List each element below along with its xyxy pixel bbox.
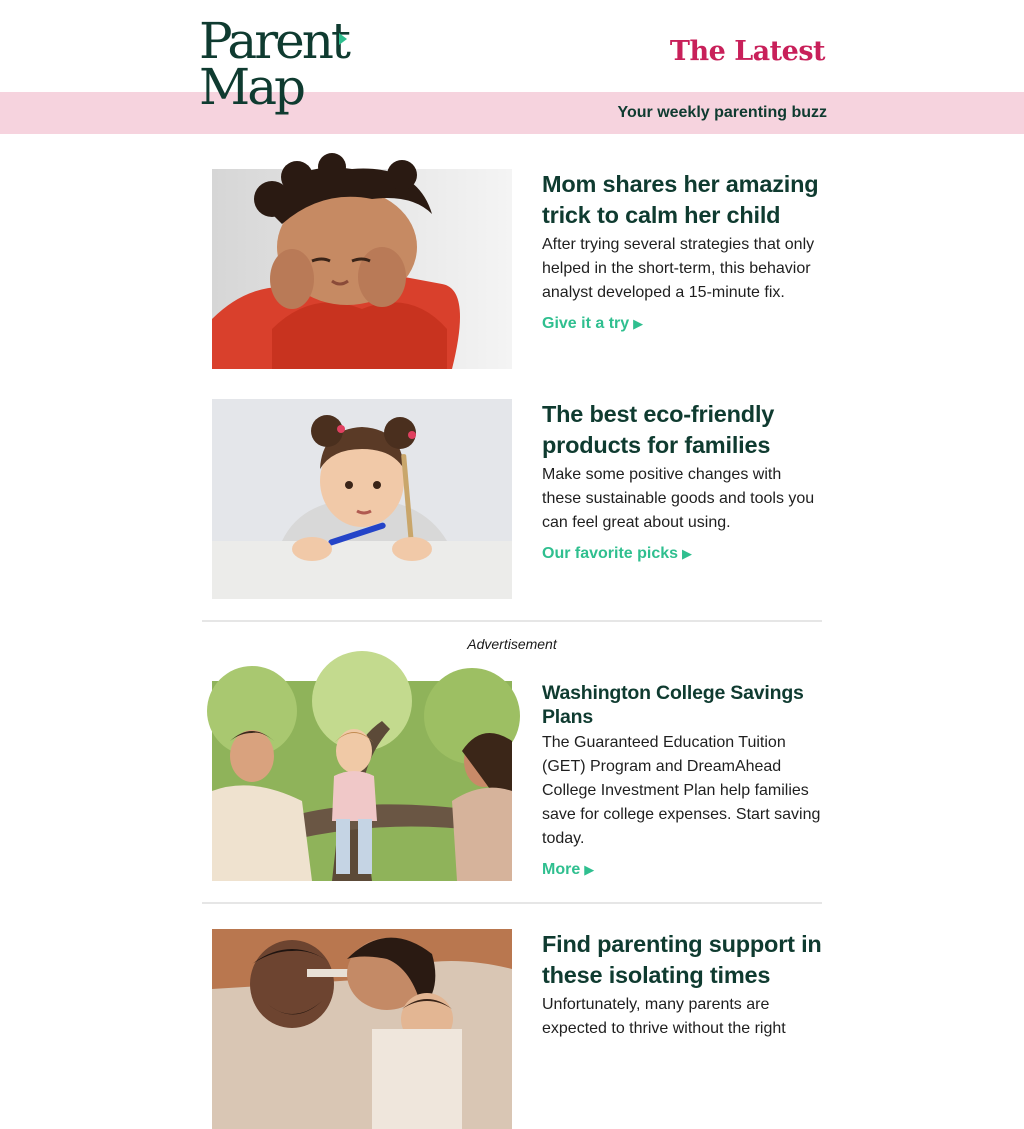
advertisement-label: Advertisement	[467, 636, 557, 652]
article-image[interactable]	[212, 929, 512, 1129]
section-title: The Latest	[669, 36, 825, 67]
logo-play-icon	[339, 33, 347, 45]
logo-text-map: Map	[199, 58, 304, 116]
divider	[202, 902, 822, 904]
article-description: Make some positive changes with these sustainable goods and tools you can feel great about using.	[542, 466, 815, 531]
ad-text	[542, 681, 824, 879]
triangle-right-icon: ▶	[682, 546, 693, 561]
article-image[interactable]	[212, 399, 512, 599]
ad-card	[212, 681, 824, 881]
article-image[interactable]	[212, 169, 512, 369]
tagline-banner	[0, 92, 1024, 134]
article-text	[542, 169, 824, 333]
girl-red-sweater-photo	[212, 169, 512, 369]
parents-lying-with-baby-photo	[212, 929, 512, 1129]
divider	[202, 620, 822, 622]
family-in-tree-photo	[212, 681, 512, 881]
article-description: After trying several strategies that only helped in the short-term, this behavior analyst developed a 15-minute fix.	[542, 236, 815, 301]
ad-headline[interactable]: Washington College Savings Plans	[542, 682, 804, 728]
girl-with-toothbrushes-photo	[212, 399, 512, 599]
our-favorite-picks-link[interactable]	[542, 545, 692, 563]
ad-description: The Guaranteed Education Tuition (GET) Program and DreamAhead College Investment Plan help families save for college expenses. Start saving today.	[542, 734, 821, 847]
parentmap-logo[interactable]	[199, 12, 359, 122]
cta-label: More	[542, 861, 581, 878]
article-text	[542, 399, 824, 563]
article-description: Unfortunately, many parents are expected to thrive without the right	[542, 996, 786, 1037]
article-card	[212, 399, 824, 599]
triangle-right-icon: ▶	[633, 316, 644, 331]
tagline: Your weekly parenting buzz	[617, 104, 827, 121]
cta-label: Our favorite picks	[542, 545, 679, 562]
logo-text-parent: Parent	[199, 12, 348, 70]
ad-image[interactable]	[212, 681, 512, 881]
give-it-a-try-link[interactable]	[542, 315, 643, 333]
cta-label: Give it a try	[542, 315, 630, 332]
article-headline[interactable]: Find parenting support in these isolating times	[542, 931, 822, 988]
article-headline[interactable]: Mom shares her amazing trick to calm her child	[542, 171, 819, 228]
more-link[interactable]	[542, 861, 594, 879]
article-headline[interactable]: The best eco-friendly products for families	[542, 401, 775, 458]
article-text	[542, 929, 824, 1041]
article-card	[212, 169, 824, 369]
article-card	[212, 929, 824, 1129]
triangle-right-icon: ▶	[584, 862, 595, 877]
